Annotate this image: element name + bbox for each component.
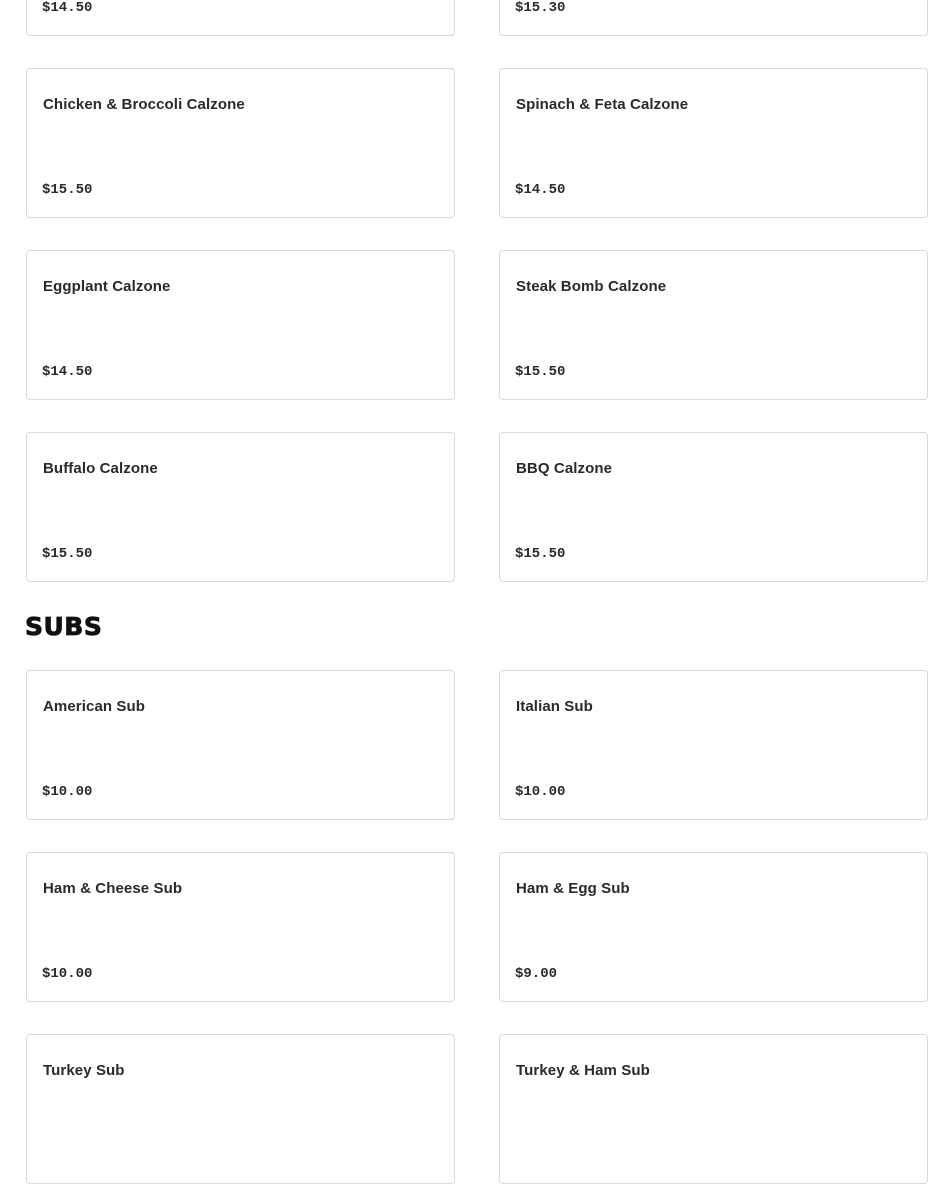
- menu-item-card[interactable]: [499, 1034, 928, 1184]
- menu-item-name: Spinach & Feta Calzone: [516, 96, 689, 113]
- menu-item-card[interactable]: [26, 852, 455, 1002]
- menu-item-card[interactable]: [499, 432, 928, 582]
- menu-item-price: $15.50: [42, 182, 93, 198]
- menu-item-name: Eggplant Calzone: [43, 278, 171, 295]
- menu-item-card[interactable]: [26, 250, 455, 400]
- section-title-subs: SUBS: [25, 612, 103, 641]
- menu-item-price: $14.50: [515, 182, 566, 198]
- menu-item-price: $10.00: [42, 784, 93, 800]
- menu-item-card[interactable]: [26, 432, 455, 582]
- menu-item-card[interactable]: [26, 1034, 455, 1184]
- menu-item-card[interactable]: [499, 68, 928, 218]
- menu-item-price: $15.50: [515, 364, 566, 380]
- subs-item-grid: [26, 670, 928, 1184]
- menu-item-name: American Sub: [43, 698, 146, 715]
- menu-item-card[interactable]: [499, 670, 928, 820]
- menu-item-card[interactable]: [499, 852, 928, 1002]
- menu-item-name: Chicken & Broccoli Calzone: [43, 96, 245, 113]
- menu-item-name: Turkey Sub: [43, 1062, 125, 1079]
- menu-item-name: BBQ Calzone: [516, 460, 613, 477]
- menu-item-price: $10.00: [42, 966, 93, 982]
- menu-item-price: $15.50: [42, 546, 93, 562]
- menu-item-name: Italian Sub: [516, 698, 593, 715]
- menu-item-price: $9.00: [515, 966, 558, 982]
- menu-item-price: $15.50: [515, 546, 566, 562]
- calzone-item-grid: [26, 0, 928, 582]
- menu-item-card[interactable]: [26, 0, 455, 36]
- menu-item-price: $14.50: [42, 364, 93, 380]
- menu-item-price: $14.50: [42, 0, 93, 16]
- menu-item-price: $10.00: [515, 784, 566, 800]
- menu-item-name: Steak Bomb Calzone: [516, 278, 667, 295]
- menu-item-card[interactable]: [26, 670, 455, 820]
- menu-item-price: $15.30: [515, 0, 566, 16]
- menu-item-card[interactable]: [499, 0, 928, 36]
- menu-item-card[interactable]: [26, 68, 455, 218]
- menu-item-card[interactable]: [499, 250, 928, 400]
- menu-item-name: Turkey & Ham Sub: [516, 1062, 650, 1079]
- menu-item-name: Ham & Cheese Sub: [43, 880, 183, 897]
- menu-item-name: Buffalo Calzone: [43, 460, 158, 477]
- menu-item-name: Ham & Egg Sub: [516, 880, 630, 897]
